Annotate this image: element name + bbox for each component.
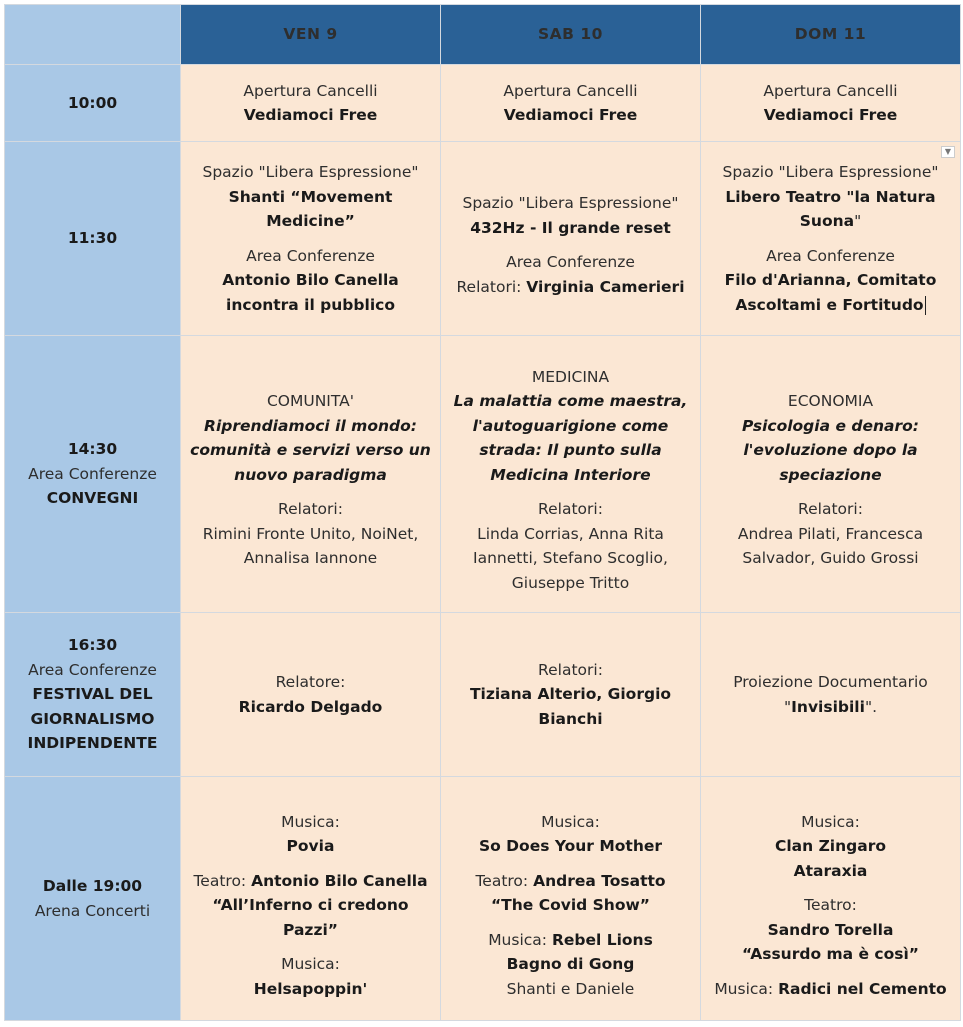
talk-title: Psicologia e denaro: l'evoluzione dopo la speciazione (742, 416, 919, 484)
music-line (445, 928, 696, 953)
event-label: Proiezione Documentario (733, 673, 928, 691)
cell-dropdown-chevron-icon[interactable]: ▼ (941, 146, 955, 158)
speakers-label: Relatori: (456, 277, 522, 296)
theatre-line (445, 869, 696, 894)
corner-cell (5, 5, 181, 65)
row-1900 (5, 777, 961, 1021)
cell-sab-1130 (441, 142, 701, 336)
speakers-label: Relatori: (278, 500, 343, 519)
music-label: Musica: (281, 955, 340, 974)
schedule-table (4, 4, 961, 1021)
day-header-sab: SAB 10 (441, 5, 701, 65)
speaker-names: Tiziana Alterio, Giorgio Bianchi (469, 685, 672, 728)
artist-name: So Does Your Mother (478, 837, 663, 856)
speakers-label: Relatori: (798, 500, 863, 519)
actor-name: Antonio Bilo Canella (251, 871, 428, 890)
event-title: Antonio Bilo Canella incontra il pubblico (222, 271, 399, 314)
day-header-ven: VEN 9 (181, 5, 441, 65)
artist-name: Ataraxia (793, 861, 868, 880)
cell-dom-1900 (701, 777, 961, 1021)
speaker-name: Ricardo Delgado (238, 697, 383, 716)
show-title: “All’Inferno ci credono Pazzi” (212, 896, 409, 939)
show-title: “Assurdo ma è così” (742, 945, 919, 964)
artist-name: Helsapoppin' (253, 979, 368, 998)
music-label: Musica: (801, 812, 860, 831)
actor-name: Andrea Tosatto (533, 871, 666, 890)
time-label: 16:30 (67, 636, 118, 655)
event-title-line[interactable] (705, 268, 956, 317)
event-title-line (705, 695, 956, 720)
time-cell (5, 65, 181, 142)
open-quote: " (784, 697, 792, 716)
event-label: Apertura Cancelli (503, 81, 638, 100)
row-1630 (5, 613, 961, 777)
time-cell (5, 142, 181, 336)
cell-ven-1000 (181, 65, 441, 142)
cell-dom-1130 (701, 142, 961, 336)
artist-name: Shanti e Daniele (506, 979, 635, 998)
talk-title: Riprendiamoci il mondo: comunità e servizi verso un nuovo paradigma (190, 416, 431, 484)
speakers-label: Relatori: (538, 660, 603, 679)
speaker-names: Linda Corrias, Anna Rita Iannetti, Stefano Scoglio, Giuseppe Tritto (473, 524, 668, 592)
closing-quote: " (854, 212, 862, 230)
show-title: “The Covid Show” (491, 896, 650, 915)
theatre-label: Teatro: (475, 871, 534, 890)
session-label: CONVEGNI (46, 489, 139, 508)
category-label: MEDICINA (531, 367, 610, 386)
close-quote: ". (864, 697, 877, 716)
music-label: Musica: (714, 979, 779, 998)
category-label: COMUNITA' (266, 392, 355, 411)
area-label: Arena Concerti (34, 901, 151, 920)
film-title: Invisibili (791, 697, 865, 716)
header-row (5, 5, 961, 65)
text-cursor (925, 296, 926, 315)
area-label: Area Conferenze (28, 464, 157, 483)
cell-ven-1900 (181, 777, 441, 1021)
venue-label: Spazio "Libera Espressione" (202, 163, 419, 181)
cell-ven-1430 (181, 336, 441, 613)
area-label: Area Conferenze (28, 660, 157, 679)
venue-label: Area Conferenze (766, 246, 895, 265)
cell-dom-1000 (701, 65, 961, 142)
event-title-line (705, 185, 956, 234)
artist-name: Radici nel Cemento (778, 979, 947, 998)
event-title: Vediamoci Free (503, 106, 638, 124)
cell-sab-1430 (441, 336, 701, 613)
event-title: 432Hz - Il grande reset (470, 218, 671, 237)
time-cell (5, 336, 181, 613)
event-title: Shanti “Movement Medicine” (228, 187, 393, 230)
cell-sab-1630 (441, 613, 701, 777)
cell-ven-1630 (181, 613, 441, 777)
cell-sab-1000 (441, 65, 701, 142)
time-label: 10:00 (67, 93, 118, 112)
artist-name: Povia (286, 837, 335, 856)
event-label: Apertura Cancelli (243, 81, 378, 100)
music-label: Musica: (541, 812, 600, 831)
day-header-dom: DOM 11 (701, 5, 961, 65)
venue-label: Area Conferenze (506, 253, 635, 271)
cell-dom-1430 (701, 336, 961, 613)
row-1430 (5, 336, 961, 613)
time-cell (5, 777, 181, 1021)
artist-name: Bagno di Gong (506, 955, 635, 974)
time-label: 14:30 (67, 440, 118, 459)
time-cell (5, 613, 181, 777)
cell-sab-1900 (441, 777, 701, 1021)
speakers-line (445, 275, 696, 300)
time-label: 11:30 (67, 229, 118, 248)
event-label: Apertura Cancelli (763, 81, 898, 100)
session-label: FESTIVAL DEL GIORNALISMO INDIPENDENTE (27, 685, 158, 753)
speakers-label: Relatori: (538, 500, 603, 519)
speaker-names: Andrea Pilati, Francesca Salvador, Guido Grossi (737, 524, 924, 568)
row-1000 (5, 65, 961, 142)
music-line (705, 977, 956, 1002)
talk-title: La malattia come maestra, l'autoguarigione come strada: Il punto sulla Medicina Interiore (453, 392, 688, 484)
event-title: Libero Teatro "la Natura Suona (725, 187, 936, 230)
cell-ven-1130 (181, 142, 441, 336)
artist-name: Rebel Lions (551, 930, 653, 949)
row-1130 (5, 142, 961, 336)
actor-name: Sandro Torella (767, 920, 894, 939)
event-title: Vediamoci Free (763, 106, 898, 124)
speaker-name: Virginia Camerieri (526, 277, 685, 296)
artist-name: Clan Zingaro (774, 837, 886, 856)
venue-label: Area Conferenze (246, 246, 375, 265)
theatre-label: Teatro: (804, 896, 857, 915)
event-title: Vediamoci Free (243, 106, 378, 124)
theatre-label: Teatro: (193, 871, 252, 890)
event-title: Filo d'Arianna, Comitato Ascoltami e Fortitudo (724, 271, 937, 314)
category-label: ECONOMIA (787, 392, 874, 411)
music-label: Musica: (281, 812, 340, 831)
music-label: Musica: (488, 930, 552, 949)
speaker-names: Rimini Fronte Unito, NoiNet, Annalisa Iannone (202, 524, 419, 568)
speakers-label: Relatore: (275, 673, 346, 691)
theatre-line (185, 869, 436, 894)
time-label: Dalle 19:00 (42, 877, 143, 895)
venue-label: Spazio "Libera Espressione" (462, 194, 679, 212)
cell-dom-1630 (701, 613, 961, 777)
venue-label: Spazio "Libera Espressione" (722, 163, 939, 181)
